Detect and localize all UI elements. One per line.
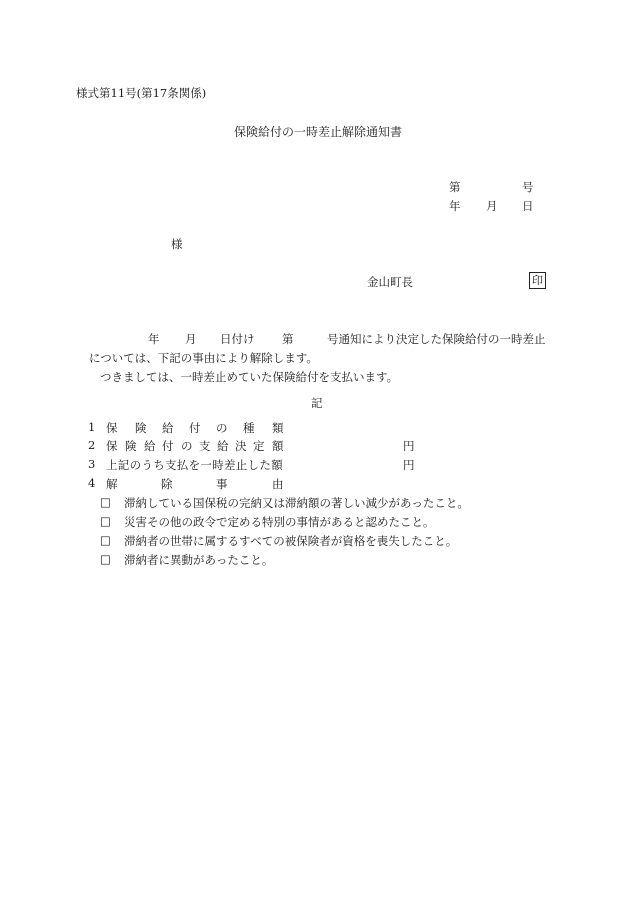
item-3-unit: 円 bbox=[403, 458, 415, 472]
document-title: 保険給付の一時差止解除通知書 bbox=[234, 125, 403, 139]
item-2-label-char: 給 bbox=[217, 439, 229, 453]
item-1-label-char: 付 bbox=[189, 421, 201, 435]
item-3-label: 上記のうち支払を一時差止した額 bbox=[106, 458, 283, 472]
item-2-number: 2 bbox=[88, 438, 96, 452]
item-2-label-char: の bbox=[181, 439, 193, 453]
item-1-label-char: 類 bbox=[272, 421, 284, 435]
item-2-unit: 円 bbox=[403, 439, 415, 453]
item-4-label-char: 事 bbox=[216, 477, 228, 491]
doc-number-prefix: 第 bbox=[449, 180, 461, 194]
item-1-label-char: 給 bbox=[162, 421, 174, 435]
ref-year: 年 bbox=[148, 332, 160, 346]
item-2-label-char: 険 bbox=[125, 439, 137, 453]
item-1-label-char: 種 bbox=[243, 421, 255, 435]
reason-text: 滞納者に異動があったこと。 bbox=[124, 553, 274, 567]
item-2-label-char: 給 bbox=[144, 439, 156, 453]
date-day: 日 bbox=[522, 199, 534, 213]
item-2-label-char: 支 bbox=[199, 439, 211, 453]
item-1-label-char: の bbox=[216, 421, 228, 435]
item-4-number: 4 bbox=[88, 476, 96, 490]
ref-number-prefix: 第 bbox=[282, 332, 294, 346]
seal-mark: 印 bbox=[529, 272, 546, 289]
item-4-label-char: 解 bbox=[106, 477, 118, 491]
issuer-name: 金山町長 bbox=[367, 275, 413, 289]
ki-heading: 記 bbox=[311, 396, 323, 410]
reason-text: 滞納している国保税の完納又は滞納額の著しい減少があったこと。 bbox=[124, 496, 469, 510]
item-1-number: 1 bbox=[88, 420, 96, 434]
reason-checkbox[interactable]: □ bbox=[100, 533, 111, 547]
reason-text: 滞納者の世帯に属するすべての被保険者が資格を喪失したこと。 bbox=[124, 534, 458, 548]
item-2-label-char: 定 bbox=[253, 439, 265, 453]
ref-line1-rest: 号通知により決定した保険給付の一時差止 bbox=[327, 332, 546, 346]
ref-day-dated: 日付け bbox=[220, 332, 255, 346]
reason-checkbox[interactable]: □ bbox=[100, 552, 111, 566]
addressee-suffix: 様 bbox=[171, 237, 183, 251]
body-line-3: つきましては、一時差止めていた保険給付を支払います。 bbox=[100, 370, 399, 384]
reason-checkbox[interactable]: □ bbox=[100, 514, 111, 528]
item-2-label-char: 決 bbox=[235, 439, 247, 453]
date-year: 年 bbox=[449, 199, 461, 213]
form-number: 様式第11号(第17条関係) bbox=[76, 86, 207, 100]
body-line-2: については、下記の事由により解除します。 bbox=[89, 351, 318, 365]
item-4-label-char: 除 bbox=[161, 477, 173, 491]
ref-month: 月 bbox=[185, 332, 197, 346]
doc-number-suffix: 号 bbox=[522, 180, 534, 194]
item-1-label-char: 保 bbox=[106, 421, 118, 435]
date-month: 月 bbox=[486, 199, 498, 213]
item-2-label-char: 保 bbox=[106, 439, 118, 453]
item-3-number: 3 bbox=[88, 457, 96, 471]
item-2-label-char: 額 bbox=[272, 439, 284, 453]
reason-text: 災害その他の政令で定める特別の事情があると認めたこと。 bbox=[124, 515, 435, 529]
reason-checkbox[interactable]: □ bbox=[100, 495, 111, 509]
item-4-label-char: 由 bbox=[272, 477, 284, 491]
item-1-label-char: 険 bbox=[135, 421, 147, 435]
item-2-label-char: 付 bbox=[162, 439, 174, 453]
